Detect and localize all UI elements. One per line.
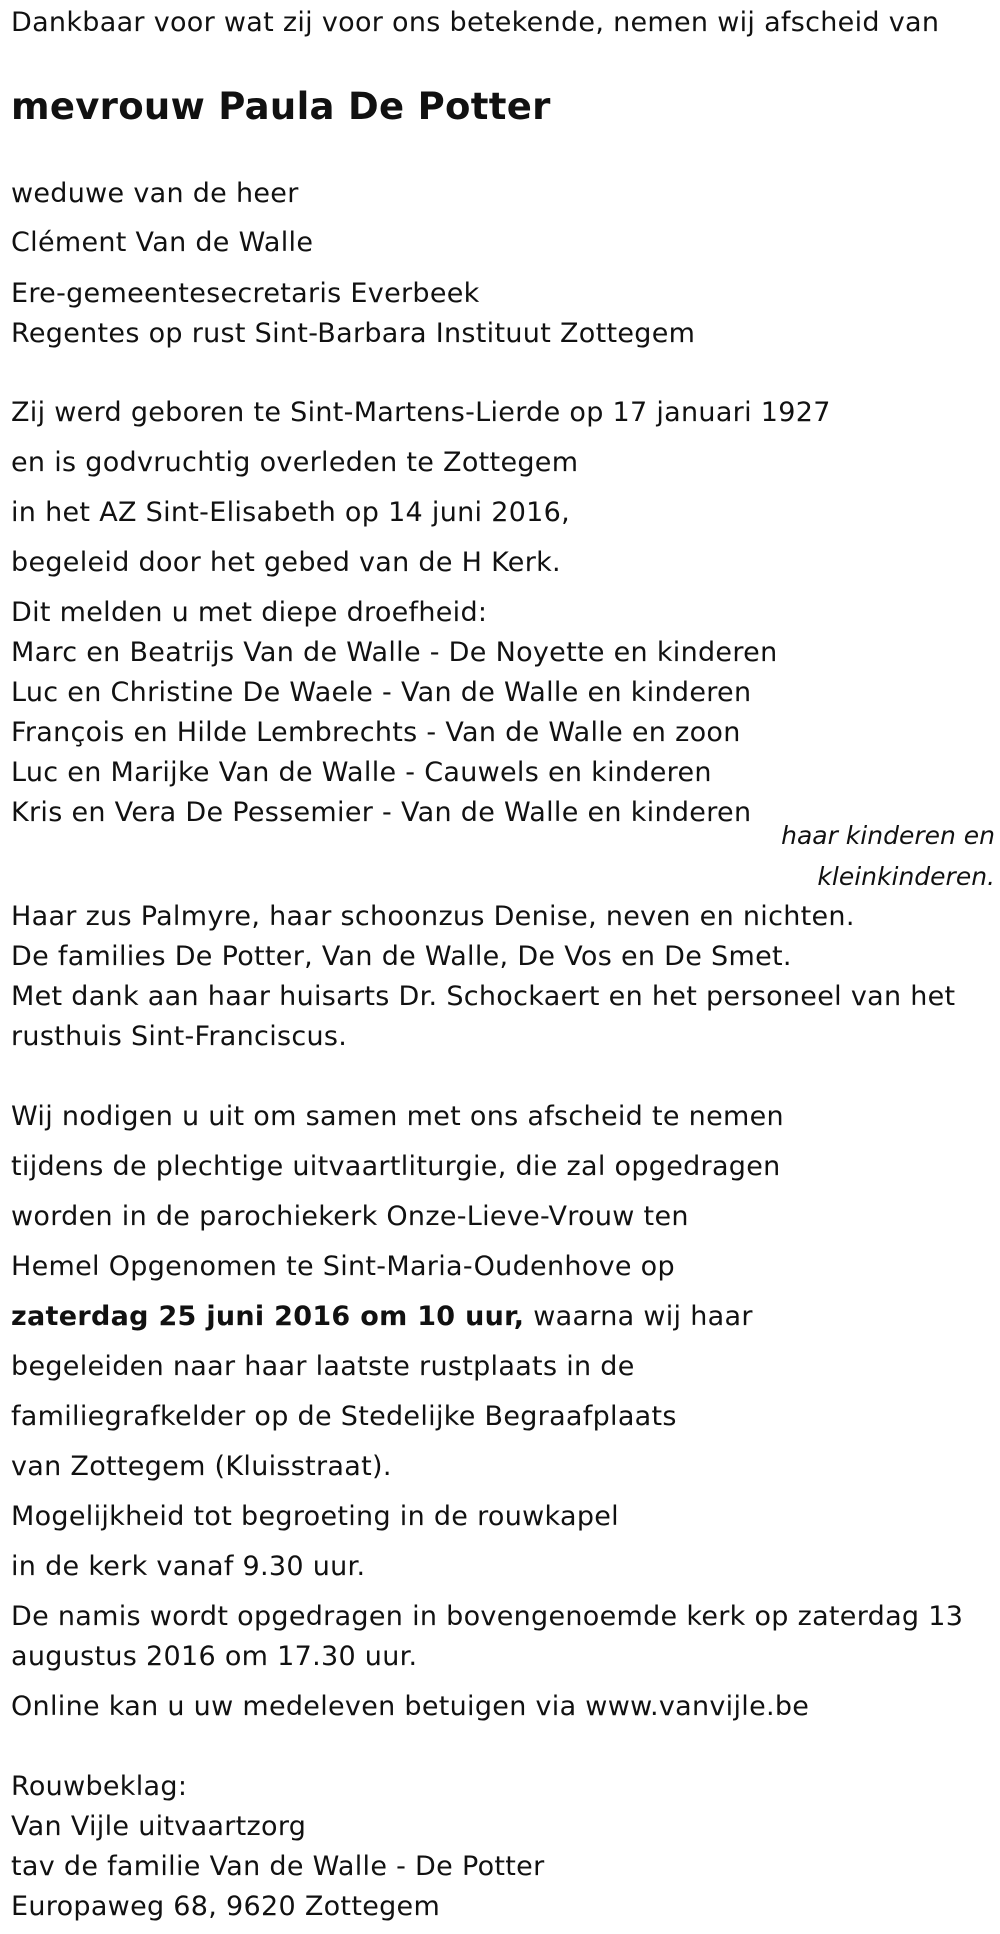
deceased-name: mevrouw Paula De Potter — [11, 85, 551, 128]
funeral-date-line — [11, 1303, 753, 1330]
online-condolence-line: Online kan u uw medeleven betuigen via www.vanvijle.be — [11, 1691, 810, 1722]
role-line: Regentes op rust Sint-Barbara Instituut Zottegem — [11, 318, 696, 349]
family-line: De families De Potter, Van de Walle, De Vos en De Smet. — [11, 941, 792, 972]
funeral-line: worden in de parochiekerk Onze-Lieve-Vrouw ten — [11, 1201, 689, 1232]
mass-line: augustus 2016 om 17.30 uur. — [11, 1641, 418, 1672]
role-line: Ere-gemeentesecretaris Everbeek — [11, 278, 480, 309]
child-family-line: François en Hilde Lembrechts - Van de Walle en zoon — [11, 717, 741, 748]
life-line: en is godvruchtig overleden te Zottegem — [11, 447, 579, 478]
funeral-date: zaterdag 25 juni 2016 om 10 uur, — [11, 1301, 525, 1332]
family-line: Met dank aan haar huisarts Dr. Schockaert en het personeel van het — [11, 981, 956, 1012]
funeral-line: begeleiden naar haar laatste rustplaats in de — [11, 1351, 635, 1382]
condolence-address-line: Van Vijle uitvaartzorg — [11, 1811, 307, 1842]
child-family-line: Luc en Christine De Waele - Van de Walle en kinderen — [11, 677, 752, 708]
life-line: in het AZ Sint-Elisabeth op 14 juni 2016, — [11, 497, 571, 528]
life-line: Zij werd geboren te Sint-Martens-Lierde op 17 januari 1927 — [11, 397, 831, 428]
condolence-heading: Rouwbeklag: — [11, 1771, 188, 1802]
family-line: Haar zus Palmyre, haar schoonzus Denise, neven en nichten. — [11, 901, 855, 932]
family-line: rusthuis Sint-Franciscus. — [11, 1021, 348, 1052]
mass-line: De namis wordt opgedragen in bovengenoemde kerk op zaterdag 13 — [11, 1601, 964, 1632]
side-note-line: haar kinderen en — [781, 821, 995, 850]
side-note-line: kleinkinderen. — [817, 862, 995, 891]
funeral-line: tijdens de plechtige uitvaartliturgie, die zal opgedragen — [11, 1151, 781, 1182]
funeral-line: familiegrafkelder op de Stedelijke Begraafplaats — [11, 1401, 677, 1432]
child-family-line: Luc en Marijke Van de Walle - Cauwels en kinderen — [11, 757, 712, 788]
condolence-address-line: Europaweg 68, 9620 Zottegem — [11, 1891, 441, 1922]
child-family-line: Kris en Vera De Pessemier - Van de Walle en kinderen — [11, 797, 752, 828]
funeral-line: Wij nodigen u uit om samen met ons afscheid te nemen — [11, 1101, 784, 1132]
spouse-name: Clément Van de Walle — [11, 227, 314, 258]
life-line: begeleid door het gebed van de H Kerk. — [11, 547, 561, 578]
funeral-line: van Zottegem (Kluisstraat). — [11, 1451, 392, 1482]
intro-text: Dankbaar voor wat zij voor ons betekende, nemen wij afscheid van — [11, 7, 940, 38]
mourners-intro: Dit melden u met diepe droefheid: — [11, 597, 488, 628]
visitation-line: Mogelijkheid tot begroeting in de rouwkapel — [11, 1501, 619, 1532]
child-family-line: Marc en Beatrijs Van de Walle - De Noyette en kinderen — [11, 637, 778, 668]
condolence-address-line: tav de familie Van de Walle - De Potter — [11, 1851, 545, 1882]
funeral-date-rest: waarna wij haar — [524, 1301, 753, 1332]
widow-line: weduwe van de heer — [11, 178, 299, 209]
visitation-line: in de kerk vanaf 9.30 uur. — [11, 1551, 366, 1582]
funeral-line: Hemel Opgenomen te Sint-Maria-Oudenhove op — [11, 1251, 675, 1282]
